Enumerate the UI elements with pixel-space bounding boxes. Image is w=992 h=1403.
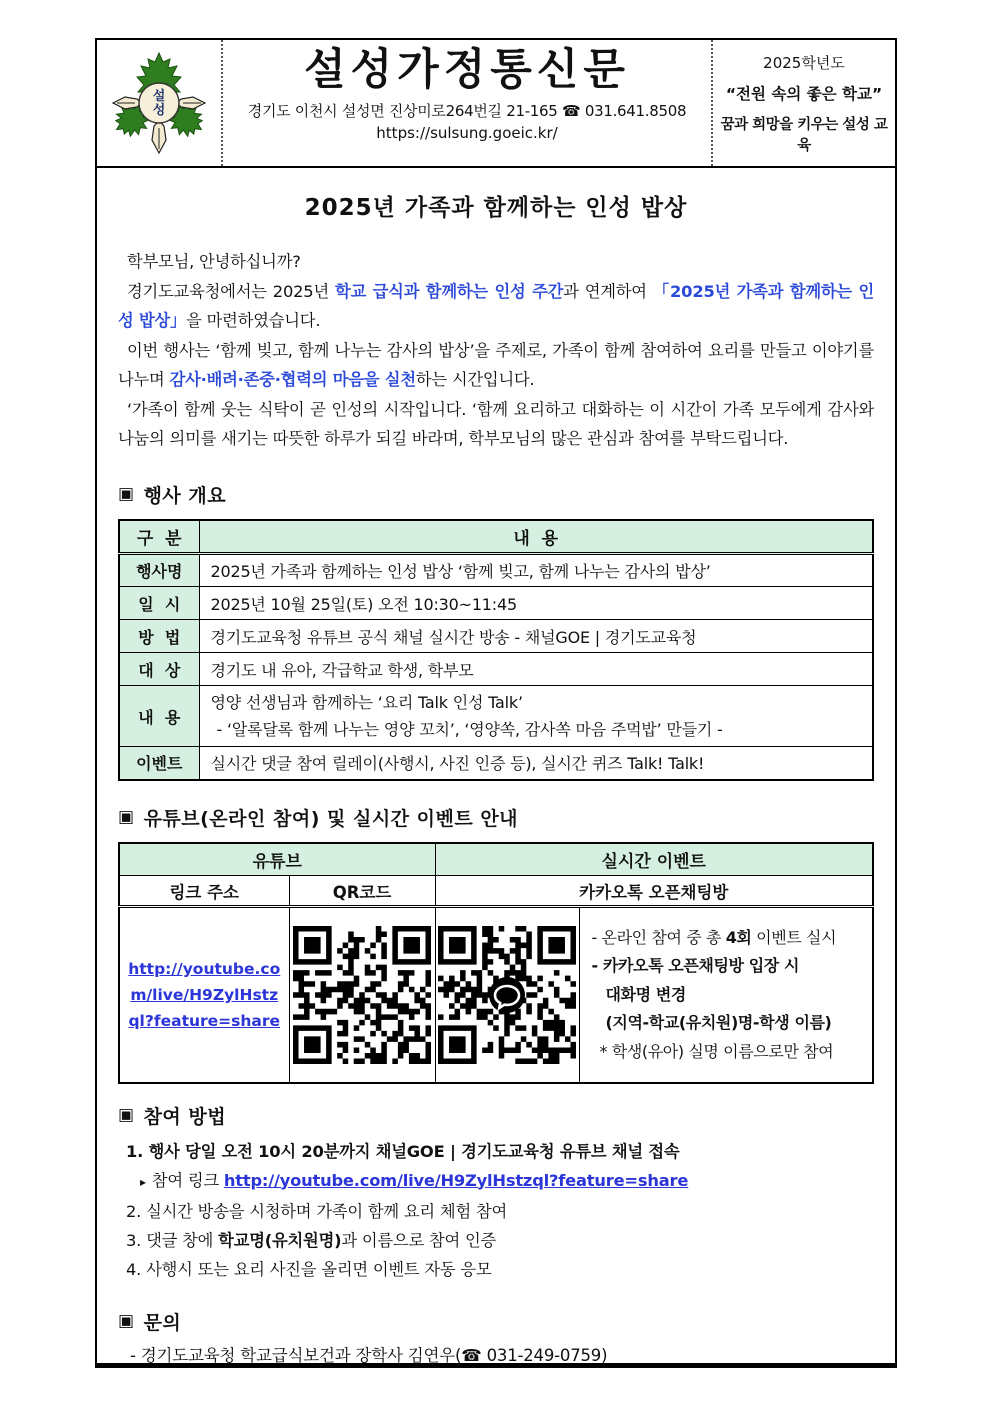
section-inquiry-heading — [118, 1308, 874, 1335]
school-emblem-icon — [109, 48, 209, 158]
subheader-link-address: 링크 주소 — [119, 876, 289, 907]
table-row — [119, 587, 873, 620]
section-marker-icon: ▣ — [118, 1105, 135, 1125]
section-marker-icon: ▣ — [118, 807, 135, 827]
row-label-event: 이벤트 — [119, 747, 199, 780]
row-value-method: 경기도교육청 유튜브 공식 채널 실시간 방송 - 채널GOE | 경기도교육청 — [199, 620, 873, 653]
row-label-datetime: 일 시 — [119, 587, 199, 620]
table-row — [119, 653, 873, 686]
section-overview-heading — [118, 481, 874, 508]
header-live-event: 실시간 이벤트 — [435, 843, 873, 876]
row-value-event-name: 2025년 가족과 함께하는 인성 밥상 ‘함께 빚고, 함께 나누는 감사의 밥상’ — [199, 554, 873, 587]
overview-table — [118, 519, 874, 781]
youtube-link-cell — [119, 907, 289, 1083]
section-marker-icon: ▣ — [118, 484, 135, 504]
participation-step-1-link — [118, 1166, 874, 1197]
paragraph-text: 과 연계하여 — [563, 281, 653, 301]
intro-paragraph-3 — [118, 336, 874, 395]
section-participation-heading — [118, 1102, 874, 1129]
logo-text-bottom: 성 — [152, 103, 166, 118]
section-title: 참여 방법 — [143, 1105, 227, 1128]
inquiry-contact: - 경기도교육청 학교급식보건과 장학사 김연우(☎ 031-249-0759) — [130, 1345, 608, 1365]
newsletter-title: 설성가정통신문 — [304, 45, 630, 95]
highlight-program-week: 학교 급식과 함께하는 인성 주간 — [335, 281, 564, 301]
overview-col-header-content: 내 용 — [199, 520, 873, 554]
intro-paragraph-2 — [118, 277, 874, 336]
note-text-bold: 4회 — [725, 927, 752, 947]
section-marker-icon: ▣ — [118, 1311, 135, 1331]
subheader-qr-code: QR코드 — [289, 876, 435, 907]
greeting-text: 학부모님, 안녕하십니까? — [127, 252, 301, 271]
masthead-right — [711, 40, 895, 166]
note-line-2: - 카카오톡 오픈채팅방 입장 시 — [591, 956, 800, 975]
step-text: 과 이름으로 참여 인증 — [341, 1230, 497, 1250]
intro-paragraph-1 — [118, 247, 874, 277]
school-website: https://sulsung.goeic.kr/ — [376, 124, 558, 143]
link-label: 참여 링크 — [151, 1170, 224, 1190]
document-body — [95, 166, 897, 1368]
participation-list — [118, 1137, 874, 1284]
kakao-qr-cell — [435, 907, 579, 1083]
youtube-live-link[interactable]: http://youtube.com/live/H9ZylHstzql?feature=share — [128, 959, 281, 1030]
note-line-3: 대화명 변경 — [605, 984, 686, 1004]
section-title: 유튜브(온라인 참여) 및 실시간 이벤트 안내 — [143, 807, 519, 830]
row-label-content: 내 용 — [119, 686, 199, 747]
row-label-event-name: 행사명 — [119, 554, 199, 587]
triangle-bullet-icon: ▸ — [140, 1174, 146, 1189]
row-value-content — [199, 686, 873, 747]
paragraph-text: 을 마련하였습니다. — [186, 311, 321, 330]
overview-col-header-category: 구 분 — [119, 520, 199, 554]
row-value-datetime: 2025년 10월 25일(토) 오전 10:30~11:45 — [199, 587, 873, 620]
section-title: 행사 개요 — [143, 484, 227, 507]
participation-youtube-link[interactable]: http://youtube.com/live/H9ZylHstzql?feature=share — [223, 1170, 689, 1190]
note-text: 이벤트 실시 — [751, 927, 837, 947]
paragraph-text: 이번 행사는 ‘함께 빚고, 함께 나누는 감사의 밥상’을 주제로, 가족이 함께 참여하여 요리를 만들고 이야기를 나누며 — [118, 340, 874, 389]
content-line-1: 영양 선생님과 함께하는 ‘요리 Talk 인성 Talk’ — [210, 693, 523, 712]
school-address: 경기도 이천시 설성면 진상미로264번길 21-165 ☎ 031.641.8508 — [247, 102, 687, 121]
paragraph-text: 경기도교육청에서는 2025년 — [127, 281, 336, 301]
paragraph-text: ‘가족이 함께 웃는 식탁이 곧 인성의 시작입니다. ‘함께 요리하고 대화하는 이 시간이 가족 모두에게 감사와 나눔의 의미를 새기는 따뜻한 하루가 되길 바라며, 학부모님의 많은 관심과 참여를 부탁드립니다. — [118, 399, 874, 448]
table-row — [119, 747, 873, 780]
row-value-target: 경기도 내 유아, 각급학교 학생, 학부모 — [199, 653, 873, 686]
note-line-1 — [592, 924, 869, 953]
header-youtube: 유튜브 — [119, 843, 435, 876]
youtube-event-table — [118, 842, 874, 1084]
masthead — [95, 38, 897, 168]
subheader-kakao-openchat: 카카오톡 오픈채팅방 — [435, 876, 873, 907]
qr-code-youtube — [293, 926, 431, 1064]
masthead-center — [223, 40, 711, 166]
participation-step-3 — [118, 1226, 874, 1255]
note-line-4: (지역-학교(유치원)명-학생 이름) — [605, 1013, 832, 1032]
row-value-event: 실시간 댓글 참여 릴레이(사행시, 사진 인증 등), 실시간 퀴즈 Talk! Talk! — [199, 747, 873, 780]
school-motto-2: 꿈과 희망을 키우는 설성 교육 — [720, 116, 888, 154]
participation-step-1: 1. 행사 당일 오전 10시 20분까지 채널GOE | 경기도교육청 유튜브 채널 접속 — [126, 1141, 680, 1161]
intro-paragraph-4 — [118, 395, 874, 454]
highlight-values: 감사·배려·존중·협력의 마음을 실천 — [169, 370, 416, 389]
participation-step-2: 2. 실시간 방송을 시청하며 가족이 함께 요리 체험 참여 — [126, 1201, 508, 1221]
event-notes-cell — [579, 907, 873, 1083]
content-line-2: - ‘알록달록 함께 나누는 영양 꼬치’, ‘영양쏙, 감사쏙 마음 주먹밥’ 만들기 - — [216, 720, 723, 739]
section-youtube-heading — [118, 804, 874, 831]
row-label-method: 방 법 — [119, 620, 199, 653]
table-row — [119, 686, 873, 747]
highlight-event-name: 「2025년 가족과 함께하는 인성 밥상」 — [118, 281, 874, 330]
qr-code-kakao — [438, 926, 576, 1064]
step-text: 3. 댓글 창에 — [126, 1230, 219, 1250]
note-line-5: * 학생(유아) 실명 이름으로만 참여 — [599, 1041, 834, 1061]
document-title: 2025년 가족과 함께하는 인성 밥상 — [304, 195, 688, 221]
school-year: 2025학년도 — [763, 53, 845, 72]
table-row — [119, 554, 873, 587]
row-label-target: 대 상 — [119, 653, 199, 686]
youtube-qr-cell — [289, 907, 435, 1083]
section-title: 문의 — [143, 1311, 182, 1334]
paragraph-text: 하는 시간입니다. — [415, 370, 535, 389]
logo-text-top: 설 — [152, 89, 166, 104]
table-row — [119, 620, 873, 653]
step-text-bold: 학교명(유치원명) — [218, 1230, 342, 1250]
school-logo — [97, 40, 223, 166]
participation-step-4: 4. 사행시 또는 요리 사진을 올리면 이벤트 자동 응모 — [126, 1259, 492, 1279]
school-motto-1: “전원 속의 좋은 학교” — [725, 84, 883, 103]
note-text: - 온라인 참여 중 총 — [591, 927, 726, 947]
